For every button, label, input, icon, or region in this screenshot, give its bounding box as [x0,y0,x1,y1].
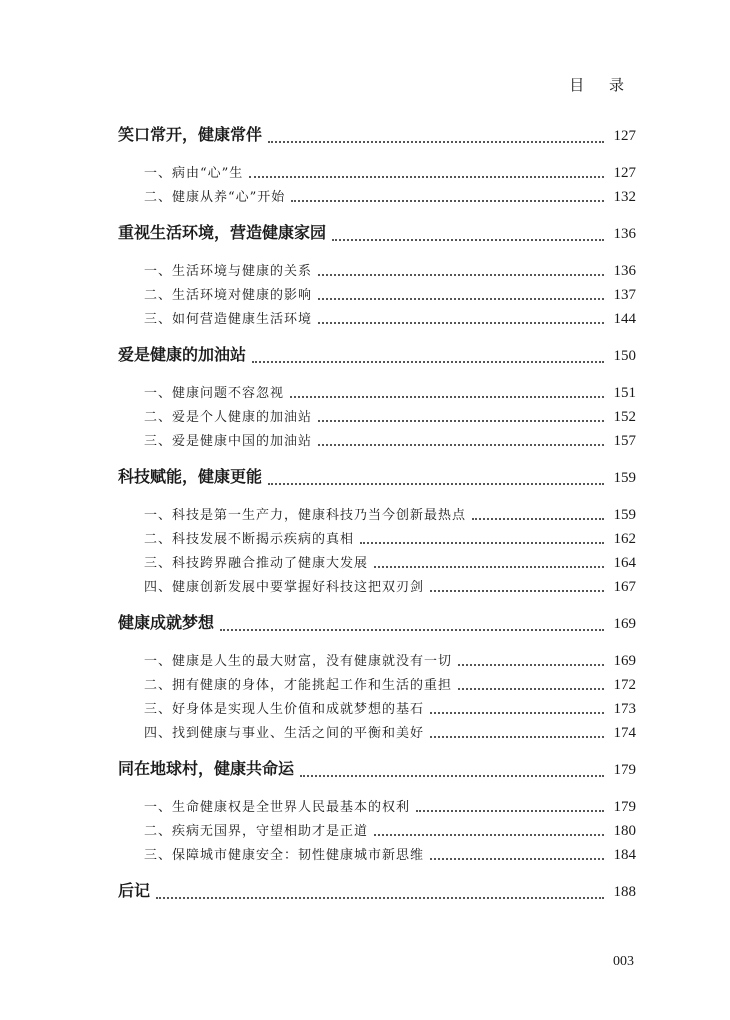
page-number: 136 [613,226,636,242]
dot-leader [416,809,604,812]
dot-leader [249,175,604,178]
chapter-entry[interactable] [118,610,636,644]
chapter-title: 同在地球村，健康共命运 [118,759,295,778]
page-number: 157 [613,433,636,449]
page-number: 159 [613,507,636,523]
page-number: 172 [613,677,636,693]
section-title: 三、如何营造健康生活环境 [144,312,313,327]
dot-leader [430,711,604,714]
chapter-entry[interactable] [118,122,636,156]
section-entry[interactable] [118,844,636,868]
dot-leader [252,360,604,363]
section-title: 一、病由“心”生 [144,166,244,181]
toc-chapter [118,122,636,220]
page-number: 169 [613,653,636,669]
section-entry[interactable] [118,504,636,528]
section-title: 一、健康问题不容忽视 [144,386,285,401]
chapter-title: 后记 [118,881,151,900]
page-number: 150 [613,348,636,364]
toc-chapter [118,878,636,912]
dot-leader [430,589,604,592]
section-title: 二、拥有健康的身体，才能挑起工作和生活的重担 [144,678,453,693]
page-number: 184 [613,847,636,863]
toc-chapter [118,464,636,610]
section-entry[interactable] [118,576,636,600]
dot-leader [290,395,604,398]
section-title: 三、保障城市健康安全：韧性健康城市新思维 [144,848,425,863]
dot-leader [318,273,604,276]
page-number: 180 [613,823,636,839]
section-entry[interactable] [118,260,636,284]
page-number: 127 [613,128,636,144]
section-entry[interactable] [118,430,636,454]
chapter-title: 笑口常开，健康常伴 [118,125,263,144]
page-number: 127 [613,165,636,181]
page-number: 144 [613,311,636,327]
dot-leader [268,140,604,143]
chapter-title: 健康成就梦想 [118,613,215,632]
chapter-entry[interactable] [118,756,636,790]
section-entry[interactable] [118,722,636,746]
dot-leader [430,735,604,738]
section-entry[interactable] [118,406,636,430]
dot-leader [374,833,604,836]
page-number: 162 [613,531,636,547]
section-title: 三、好身体是实现人生价值和成就梦想的基石 [144,702,425,717]
toc-chapter [118,610,636,756]
dot-leader [156,896,604,899]
section-title: 三、科技跨界融合推动了健康大发展 [144,556,369,571]
page-number: 151 [613,385,636,401]
section-entry[interactable] [118,820,636,844]
dot-leader [430,857,604,860]
dot-leader [332,238,604,241]
section-entry[interactable] [118,382,636,406]
section-title: 一、健康是人生的最大财富，没有健康就没有一切 [144,654,453,669]
chapter-entry[interactable] [118,878,636,912]
section-title: 四、健康创新发展中要掌握好科技这把双刃剑 [144,580,425,595]
chapter-entry[interactable] [118,342,636,376]
section-title: 二、健康从养“心”开始 [144,190,286,205]
page-number: 169 [613,616,636,632]
section-entry[interactable] [118,796,636,820]
table-of-contents [118,122,636,912]
dot-leader [268,482,604,485]
chapter-entry[interactable] [118,464,636,498]
page-number: 179 [613,799,636,815]
section-entry[interactable] [118,674,636,698]
chapter-title: 科技赋能，健康更能 [118,467,263,486]
chapter-title: 重视生活环境，营造健康家园 [118,223,327,242]
section-title: 一、生命健康权是全世界人民最基本的权利 [144,800,411,815]
page-number: 174 [613,725,636,741]
page-number: 164 [613,555,636,571]
section-title: 三、爱是健康中国的加油站 [144,434,313,449]
dot-leader [458,663,604,666]
section-entry[interactable] [118,528,636,552]
page-number: 188 [613,884,636,900]
section-entry[interactable] [118,552,636,576]
toc-chapter [118,220,636,342]
section-title: 四、找到健康与事业、生活之间的平衡和美好 [144,726,425,741]
section-title: 一、科技是第一生产力，健康科技乃当今创新最热点 [144,508,467,523]
section-entry[interactable] [118,650,636,674]
dot-leader [300,774,604,777]
section-title: 一、生活环境与健康的关系 [144,264,313,279]
chapter-title: 爱是健康的加油站 [118,345,247,364]
dot-leader [318,297,604,300]
toc-chapter [118,342,636,464]
page-number: 152 [613,409,636,425]
section-title: 二、爱是个人健康的加油站 [144,410,313,425]
page-number: 136 [613,263,636,279]
page-number: 132 [613,189,636,205]
dot-leader [374,565,604,568]
dot-leader [318,419,604,422]
chapter-entry[interactable] [118,220,636,254]
page-number: 137 [613,287,636,303]
section-entry[interactable] [118,162,636,186]
section-entry[interactable] [118,698,636,722]
dot-leader [220,628,604,631]
dot-leader [318,321,604,324]
dot-leader [318,443,604,446]
page-number: 167 [613,579,636,595]
section-title: 二、生活环境对健康的影响 [144,288,313,303]
section-entry[interactable] [118,186,636,210]
page-number: 179 [613,762,636,778]
section-entry[interactable] [118,308,636,332]
dot-leader [360,541,604,544]
page-number: 159 [613,470,636,486]
toc-chapter [118,756,636,878]
running-head: 目 录 [569,76,634,94]
page-folio: 003 [613,954,634,969]
dot-leader [291,199,604,202]
dot-leader [458,687,604,690]
page-number: 173 [613,701,636,717]
dot-leader [472,517,604,520]
section-title: 二、科技发展不断揭示疾病的真相 [144,532,355,547]
section-title: 二、疾病无国界，守望相助才是正道 [144,824,369,839]
section-entry[interactable] [118,284,636,308]
